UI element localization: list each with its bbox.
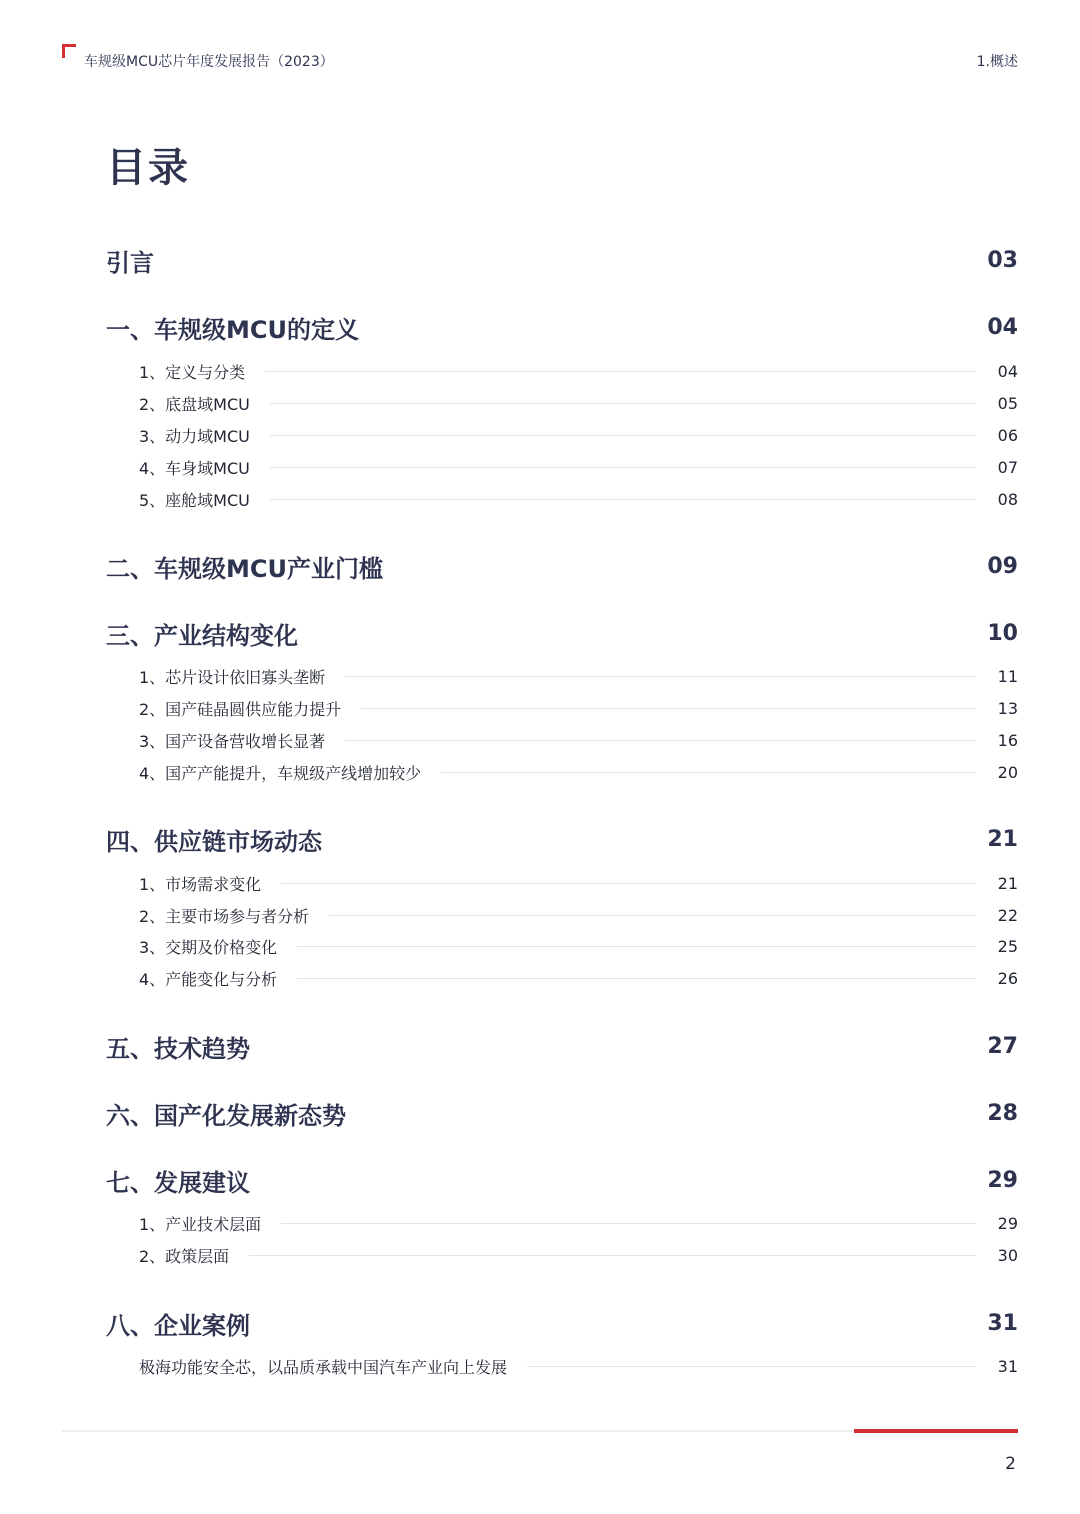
entry-page: 30: [997, 1246, 1018, 1265]
report-title: 车规级MCU芯片年度发展报告（2023）: [84, 54, 334, 70]
entry-label: 4、国产产能提升，车规级产线增加较少: [139, 764, 422, 783]
section-label: 1.概述: [976, 54, 1018, 70]
dot-leader: [345, 740, 975, 741]
entry-label: 2、主要市场参与者分析: [139, 907, 310, 926]
toc-entry[interactable]: [139, 360, 1018, 383]
chapter-page: 03: [987, 248, 1018, 273]
toc-entry[interactable]: [139, 392, 1018, 415]
toc-chapter-6[interactable]: [106, 1096, 1018, 1131]
chapter-title: 一、车规级MCU的定义: [106, 316, 359, 344]
entry-page: 21: [997, 874, 1018, 893]
entry-label: 4、产能变化与分析: [139, 970, 278, 989]
toc-entry[interactable]: [139, 761, 1018, 784]
toc-chapter-2[interactable]: [106, 549, 1018, 584]
entry-label: 1、芯片设计依旧寡头垄断: [139, 668, 326, 687]
chapter-title: 七、发展建议: [106, 1169, 250, 1197]
entry-label: 3、国产设备营收增长显著: [139, 732, 326, 751]
chapter-title: 八、企业案例: [106, 1312, 250, 1340]
entry-label: 2、底盘域MCU: [139, 395, 250, 414]
toc-entry[interactable]: [139, 665, 1018, 688]
toc-chapter-1[interactable]: [106, 310, 1018, 345]
toc-chapter-3[interactable]: [106, 616, 1018, 651]
entry-label: 4、车身域MCU: [139, 459, 250, 478]
dot-leader: [281, 883, 975, 884]
chapter-page: 21: [987, 827, 1018, 852]
chapter-page: 10: [987, 621, 1018, 646]
toc-entry[interactable]: [139, 697, 1018, 720]
toc-entry[interactable]: [139, 935, 1018, 958]
entry-page: 04: [997, 362, 1018, 381]
entry-label: 1、市场需求变化: [139, 875, 262, 894]
dot-leader: [297, 946, 975, 947]
chapter-page: 04: [987, 315, 1018, 340]
dot-leader: [281, 1223, 975, 1224]
dot-leader: [527, 1366, 976, 1367]
entry-page: 29: [997, 1214, 1018, 1233]
dot-leader: [345, 676, 975, 677]
toc-entry[interactable]: [139, 424, 1018, 447]
entry-page: 05: [997, 394, 1018, 413]
dot-leader: [265, 371, 975, 372]
entry-page: 06: [997, 426, 1018, 445]
chapter-title: 引言: [106, 249, 154, 277]
chapter-title: 二、车规级MCU产业门槛: [106, 555, 383, 583]
toc-entry[interactable]: [139, 729, 1018, 752]
toc-entry[interactable]: [139, 1244, 1018, 1267]
page-title: 目录: [106, 145, 190, 191]
entry-label: 5、座舱域MCU: [139, 491, 250, 510]
corner-mark-icon: [62, 44, 76, 58]
toc-chapter-4[interactable]: [106, 822, 1018, 857]
dot-leader: [361, 708, 975, 709]
toc-chapter-5[interactable]: [106, 1029, 1018, 1064]
entry-label: 3、动力域MCU: [139, 427, 250, 446]
entry-page: 20: [997, 763, 1018, 782]
footer-accent-bar: [854, 1429, 1018, 1433]
entry-page: 07: [997, 458, 1018, 477]
entry-label: 2、国产硅晶圆供应能力提升: [139, 700, 342, 719]
entry-label: 2、政策层面: [139, 1247, 230, 1266]
entry-page: 16: [997, 731, 1018, 750]
toc-chapter-7[interactable]: [106, 1163, 1018, 1198]
toc-entry[interactable]: [139, 872, 1018, 895]
toc-entry[interactable]: [139, 488, 1018, 511]
toc-entry[interactable]: [139, 967, 1018, 990]
chapter-title: 四、供应链市场动态: [106, 828, 322, 856]
dot-leader: [270, 435, 976, 436]
entry-page: 31: [997, 1357, 1018, 1376]
toc-entry[interactable]: [139, 1212, 1018, 1235]
chapter-title: 五、技术趋势: [106, 1035, 250, 1063]
chapter-page: 28: [987, 1101, 1018, 1126]
dot-leader: [270, 403, 976, 404]
chapter-title: 六、国产化发展新态势: [106, 1102, 346, 1130]
dot-leader: [270, 499, 976, 500]
entry-label: 1、定义与分类: [139, 363, 246, 382]
entry-label: 3、交期及价格变化: [139, 938, 278, 957]
toc-chapter-intro[interactable]: [106, 243, 1018, 278]
chapter-page: 27: [987, 1034, 1018, 1059]
dot-leader: [441, 772, 975, 773]
entry-page: 26: [997, 969, 1018, 988]
entry-page: 08: [997, 490, 1018, 509]
entry-page: 13: [997, 699, 1018, 718]
dot-leader: [270, 467, 976, 468]
toc-entry[interactable]: [139, 456, 1018, 479]
entry-page: 11: [997, 667, 1018, 686]
chapter-page: 29: [987, 1168, 1018, 1193]
toc-chapter-8[interactable]: [106, 1306, 1018, 1341]
page-number: 2: [1005, 1454, 1016, 1474]
chapter-page: 09: [987, 554, 1018, 579]
entry-page: 25: [997, 937, 1018, 956]
chapter-title: 三、产业结构变化: [106, 622, 298, 650]
dot-leader: [297, 978, 975, 979]
dot-leader: [249, 1255, 975, 1256]
entry-label: 1、产业技术层面: [139, 1215, 262, 1234]
entry-page: 22: [997, 906, 1018, 925]
chapter-page: 31: [987, 1311, 1018, 1336]
dot-leader: [329, 915, 975, 916]
toc-entry[interactable]: [139, 1355, 1018, 1378]
toc-entry[interactable]: [139, 904, 1018, 927]
entry-label: 极海功能安全芯，以品质承载中国汽车产业向上发展: [139, 1358, 508, 1377]
